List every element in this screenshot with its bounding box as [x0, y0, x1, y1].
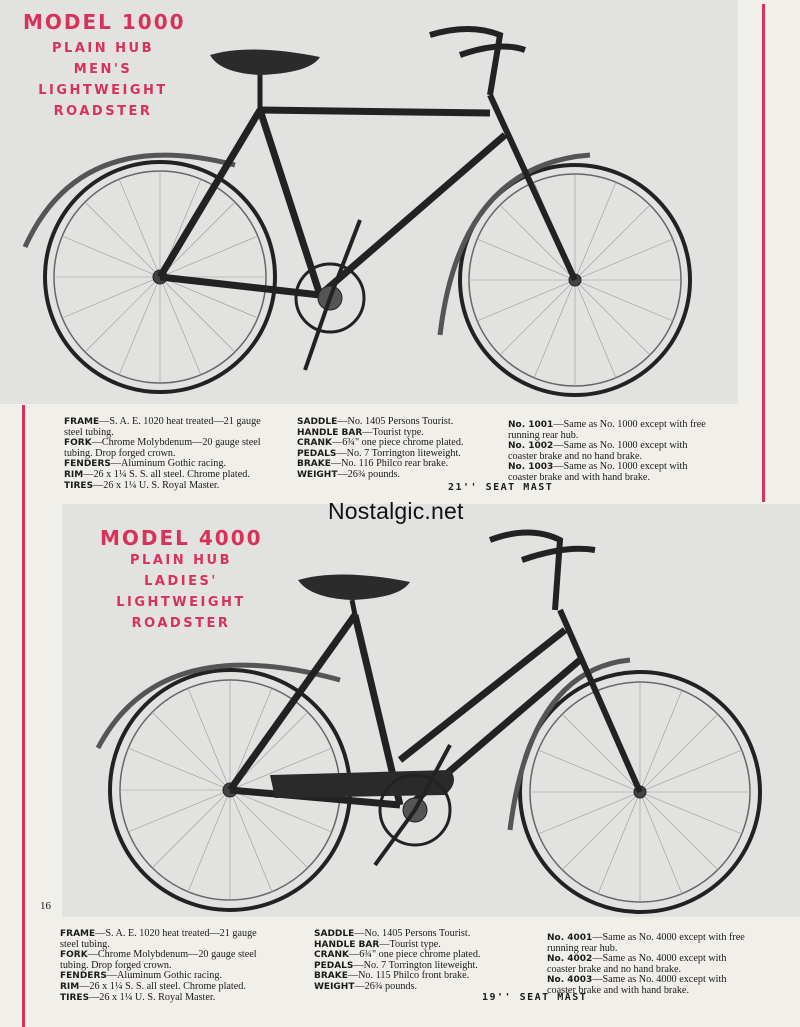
spec-label: RIM	[64, 469, 84, 480]
chainguard	[270, 770, 454, 798]
spec-text: —No. 7 Torrington liteweight.	[353, 959, 478, 971]
spec-label: TIRES	[60, 992, 90, 1003]
spec-label: RIM	[60, 981, 80, 992]
spec-text: coaster brake and with hand brake.	[508, 471, 650, 483]
spec-text: coaster brake and with hand brake.	[547, 984, 689, 996]
subtitle-line: PLAIN HUB	[52, 41, 154, 56]
spec-text: coaster brake and no hand brake.	[547, 963, 682, 975]
spec-text: running rear hub.	[547, 942, 618, 954]
model-4000-subtitle	[106, 550, 256, 634]
spec-text: —Chrome Molybdenum—20 gauge steel	[87, 949, 257, 961]
spec-label: No. 4003	[547, 975, 593, 986]
spec-text: —Tourist type.	[379, 938, 441, 950]
spec-text: —No. 1405 Persons Tourist.	[337, 416, 454, 427]
model-1000-seat-mast: 21'' SEAT MAST	[448, 482, 554, 493]
spec-text: —26 x 1¼ U. S. Royal Master.	[93, 479, 220, 491]
spec-label: FENDERS	[64, 459, 111, 470]
spec-text: —6¾" one piece chrome plated.	[349, 949, 481, 961]
spec-text: —26 x 1¼ U. S. Royal Master.	[89, 991, 216, 1003]
spec-label: WEIGHT	[297, 469, 338, 480]
spec-label: FRAME	[60, 929, 96, 939]
watermark: Nostalgic.net	[328, 498, 464, 524]
spec-text: —Aluminum Gothic racing.	[110, 458, 227, 470]
spec-text: —26¾ pounds.	[354, 980, 418, 992]
spec-text: —S. A. E. 1020 heat treated—21 gauge	[95, 928, 257, 939]
page-number: 16	[40, 900, 51, 912]
spec-label: BRAKE	[297, 459, 331, 470]
spec-label: PEDALS	[297, 448, 337, 459]
spec-text: —26¾ pounds.	[337, 468, 401, 480]
saddle	[298, 574, 410, 615]
model-1000-title: MODEL 1000	[23, 10, 186, 34]
spec-label: FORK	[60, 950, 88, 961]
spec-text: —Same as No. 1000 except with	[553, 461, 688, 473]
spec-text: —6¾" one piece chrome plated.	[332, 437, 464, 449]
spec-label: SADDLE	[297, 417, 338, 427]
model-4000-specs-col2	[314, 929, 480, 993]
model-1000-specs-col2	[297, 417, 463, 481]
subtitle-line: LIGHTWEIGHT	[116, 595, 246, 610]
spec-label: WEIGHT	[314, 981, 355, 992]
model-4000-seat-mast: 19'' SEAT MAST	[482, 992, 588, 1003]
subtitle-line: MEN'S	[73, 62, 133, 77]
spec-label: HANDLE BAR	[297, 427, 363, 438]
spec-label: No. 1001	[508, 420, 554, 430]
spec-label: No. 4001	[547, 933, 593, 943]
spec-label: No. 4002	[547, 954, 593, 965]
model-4000-variants	[547, 933, 745, 997]
subtitle-line: ROADSTER	[53, 104, 153, 119]
spec-text: tubing. Drop forged crown.	[60, 959, 172, 971]
spec-text: steel tubing.	[64, 426, 114, 438]
spec-label: FORK	[64, 438, 92, 449]
spec-label: BRAKE	[314, 971, 348, 982]
model-1000-specs-col1	[64, 417, 261, 491]
spec-label: TIRES	[64, 480, 94, 491]
spec-label: PEDALS	[314, 960, 354, 971]
spec-text: —26 x 1¼ S. S. all steel. Chrome plated.	[79, 980, 246, 992]
spec-label: FRAME	[64, 417, 100, 427]
right-red-rule	[762, 4, 765, 502]
spec-text: tubing. Drop forged crown.	[64, 447, 176, 459]
spec-label: CRANK	[314, 950, 350, 961]
spec-text: —Same as No. 1000 except with	[553, 440, 688, 452]
spec-text: —No. 116 Philco rear brake.	[330, 458, 449, 470]
spec-text: —No. 7 Torrington liteweight.	[336, 447, 461, 459]
spec-text: coaster brake and no hand brake.	[508, 450, 643, 462]
spec-text: running rear hub.	[508, 429, 579, 441]
spec-label: CRANK	[297, 438, 333, 449]
spec-label: SADDLE	[314, 929, 355, 939]
spec-text: —Same as No. 1000 except with free	[553, 419, 706, 430]
subtitle-line: LADIES'	[144, 574, 218, 589]
spec-text: —Same as No. 4000 except with	[592, 953, 727, 965]
model-1000-subtitle	[28, 38, 178, 122]
saddle	[210, 49, 320, 110]
subtitle-line: ROADSTER	[131, 616, 231, 631]
subtitle-line: LIGHTWEIGHT	[38, 83, 168, 98]
spec-text: —S. A. E. 1020 heat treated—21 gauge	[99, 416, 261, 427]
spec-text: —Tourist type.	[362, 426, 424, 438]
spec-label: HANDLE BAR	[314, 939, 380, 950]
spec-text: —No. 115 Philco front brake.	[347, 970, 470, 982]
handlebar	[430, 29, 525, 95]
spec-label: No. 1003	[508, 462, 554, 473]
model-1000-variants	[508, 420, 706, 484]
spec-label: No. 1002	[508, 441, 554, 452]
spec-text: —26 x 1¼ S. S. all steel. Chrome plated.	[83, 468, 250, 480]
model-4000-title: MODEL 4000	[100, 526, 263, 550]
spec-text: steel tubing.	[60, 938, 110, 950]
model-4000-specs-col1	[60, 929, 257, 1003]
left-red-rule	[22, 405, 25, 1027]
spec-text: —Chrome Molybdenum—20 gauge steel	[91, 437, 261, 449]
spec-text: —Aluminum Gothic racing.	[106, 970, 223, 982]
handlebar	[490, 533, 595, 611]
spec-label: FENDERS	[60, 971, 107, 982]
spec-text: —No. 1405 Persons Tourist.	[354, 928, 471, 939]
subtitle-line: PLAIN HUB	[130, 553, 232, 568]
spec-text: —Same as No. 4000 except with	[592, 974, 727, 986]
spec-text: —Same as No. 4000 except with free	[592, 932, 745, 943]
